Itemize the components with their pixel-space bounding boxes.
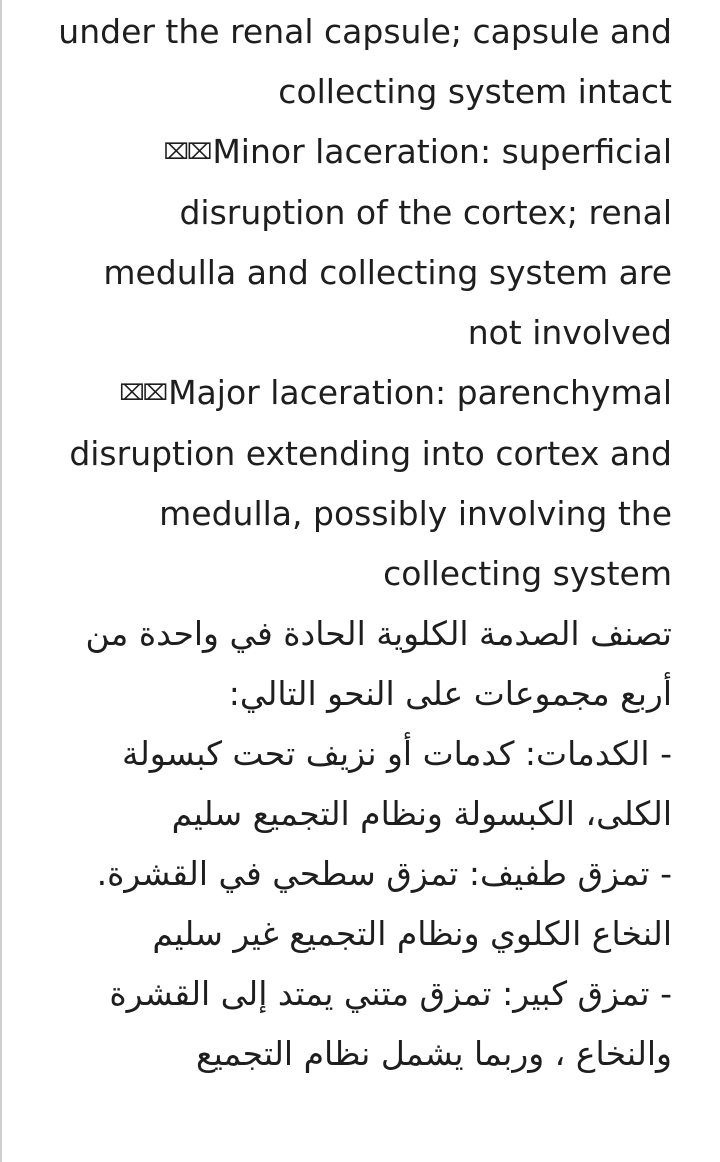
arabic-minor-laceration: - تمزق طفيف: تمزق سطحي في القشرة. النخاع الكلوي ونظام التجميع غير سليم [96,854,672,953]
missing-glyph-icon: ⌧⌧ [163,140,211,165]
arabic-intro: تصنف الصدمة الكلوية الحادة في واحدة من أربع مجموعات على النحو التالي: [85,614,672,713]
english-contusion-continuation: under the renal capsule; capsule and collecting system intact [58,12,672,111]
english-major-laceration-text: Major laceration: parenchymal disruption extending into cortex and medulla, possibly involving the collecting system [69,373,672,593]
arabic-contusion: - الكدمات: كدمات أو نزيف تحت كبسولة الكلى، الكبسولة ونظام التجميع سليم [122,734,672,833]
document-body [40,0,672,1084]
missing-glyph-icon: ⌧⌧ [119,381,167,406]
english-minor-laceration-text: Minor laceration: superficial disruption of the cortex; renal medulla and collecting system are not involved [103,132,672,352]
english-major-laceration [40,363,672,604]
arabic-major-laceration: - تمزق كبير: تمزق متني يمتد إلى القشرة والنخاع ، وربما يشمل نظام التجميع [109,974,672,1073]
page-edge-divider [0,0,2,1162]
english-minor-laceration [40,122,672,363]
